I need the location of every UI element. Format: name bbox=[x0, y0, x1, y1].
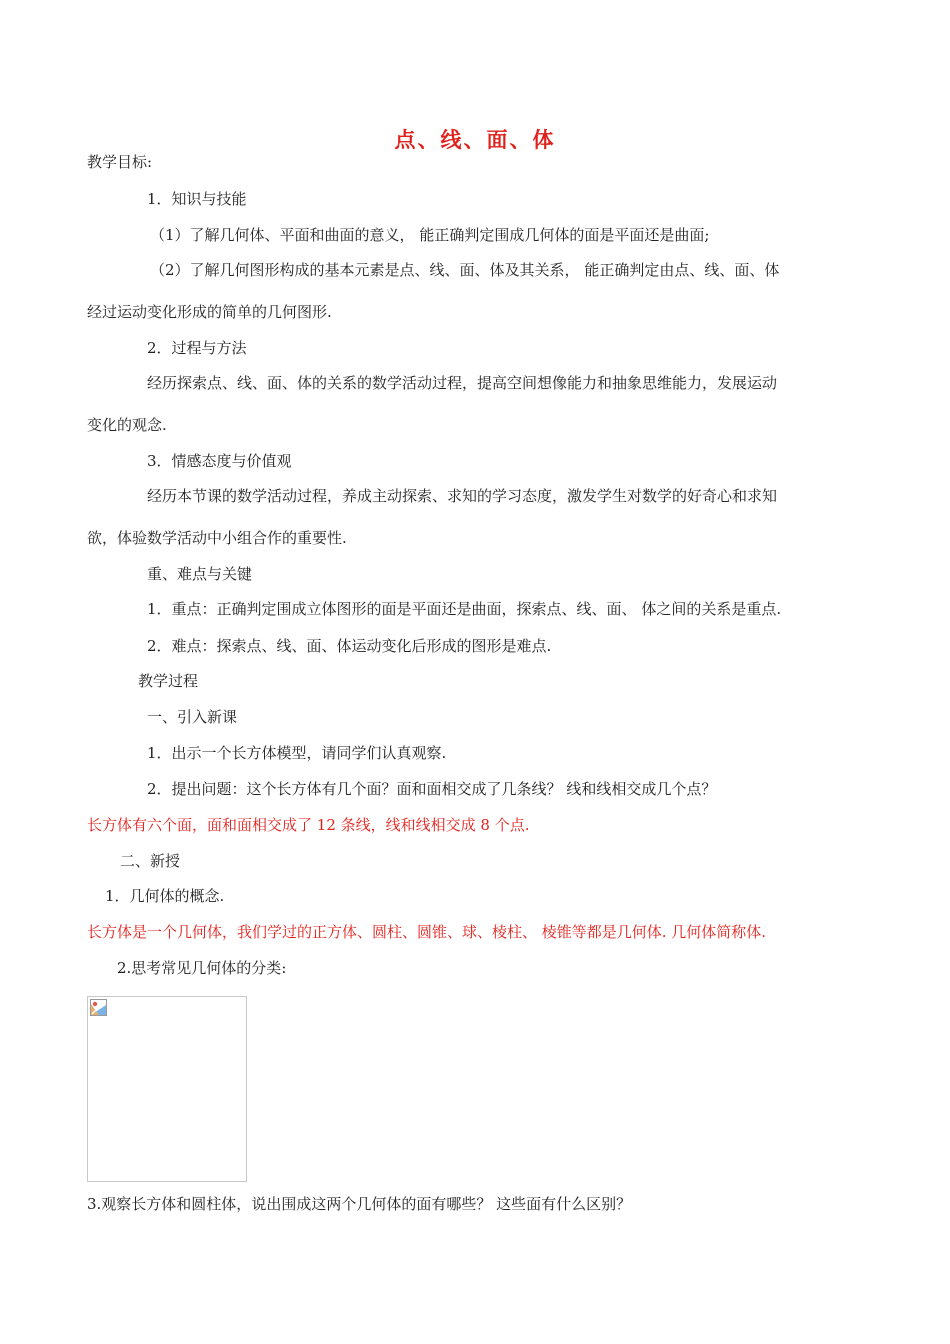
goals-heading: 教学目标: bbox=[87, 153, 153, 171]
section1-item1: 1．出示一个长方体模型，请同学们认真观察. bbox=[147, 744, 447, 762]
goal1-heading: 1．知识与技能 bbox=[147, 190, 247, 208]
goal1-item1: （1）了解几何体、平面和曲面的意义， 能正确判定围成几何体的面是平面还是曲面; bbox=[150, 226, 710, 244]
goal1-item2-line1: （2）了解几何图形构成的基本元素是点、线、面、体及其关系， 能正确判定由点、线、面、体 bbox=[150, 261, 780, 279]
goal3-text-line2: 欲，体验数学活动中小组合作的重要性. bbox=[87, 529, 347, 547]
keypoint-1: 1．重点：正确判定围成立体图形的面是平面还是曲面，探索点、线、面、 体之间的关系是重点. bbox=[147, 600, 782, 618]
goal3-text-line1: 经历本节课的数学活动过程，养成主动探索、求知的学习态度，激发学生对数学的好奇心和求知 bbox=[147, 487, 778, 505]
goal1-item2-line2: 经过运动变化形成的简单的几何图形. bbox=[87, 303, 332, 321]
keypoint-2: 2．难点：探索点、线、面、体运动变化后形成的图形是难点. bbox=[147, 637, 552, 655]
section2-item3: 3.观察长方体和圆柱体，说出围成这两个几何体的面有哪些？ 这些面有什么区别？ bbox=[87, 1195, 632, 1213]
goal3-heading: 3．情感态度与价值观 bbox=[147, 452, 292, 470]
broken-image-icon bbox=[90, 999, 107, 1016]
goal2-text-line1: 经历探索点、线、面、体的关系的数学活动过程，提高空间想像能力和抽象思维能力，发展运动 bbox=[147, 374, 778, 392]
section1-item2: 2．提出问题：这个长方体有几个面？面和面相交成了几条线？ 线和线相交成几个点？ bbox=[147, 780, 717, 798]
section1-heading: 一、引入新课 bbox=[147, 708, 238, 726]
section2-heading: 二、新授 bbox=[120, 852, 181, 870]
section1-answer: 长方体有六个面，面和面相交成了 12 条线，线和线相交成 8 个点. bbox=[87, 816, 530, 834]
section2-answer: 长方体是一个几何体，我们学过的正方体、圆柱、圆锥、球、棱柱、 棱锥等都是几何体. 几何体简称体. bbox=[87, 923, 767, 941]
section2-item2: 2.思考常见几何体的分类: bbox=[117, 959, 287, 977]
goal2-heading: 2．过程与方法 bbox=[147, 339, 247, 357]
process-heading: 教学过程 bbox=[138, 672, 199, 690]
section2-item1: 1．几何体的概念. bbox=[105, 887, 225, 905]
image-placeholder bbox=[87, 996, 247, 1182]
goal2-text-line2: 变化的观念. bbox=[87, 416, 167, 434]
document-title: 点、线、面、体 bbox=[394, 127, 556, 152]
keypoints-heading: 重、难点与关键 bbox=[147, 565, 253, 583]
